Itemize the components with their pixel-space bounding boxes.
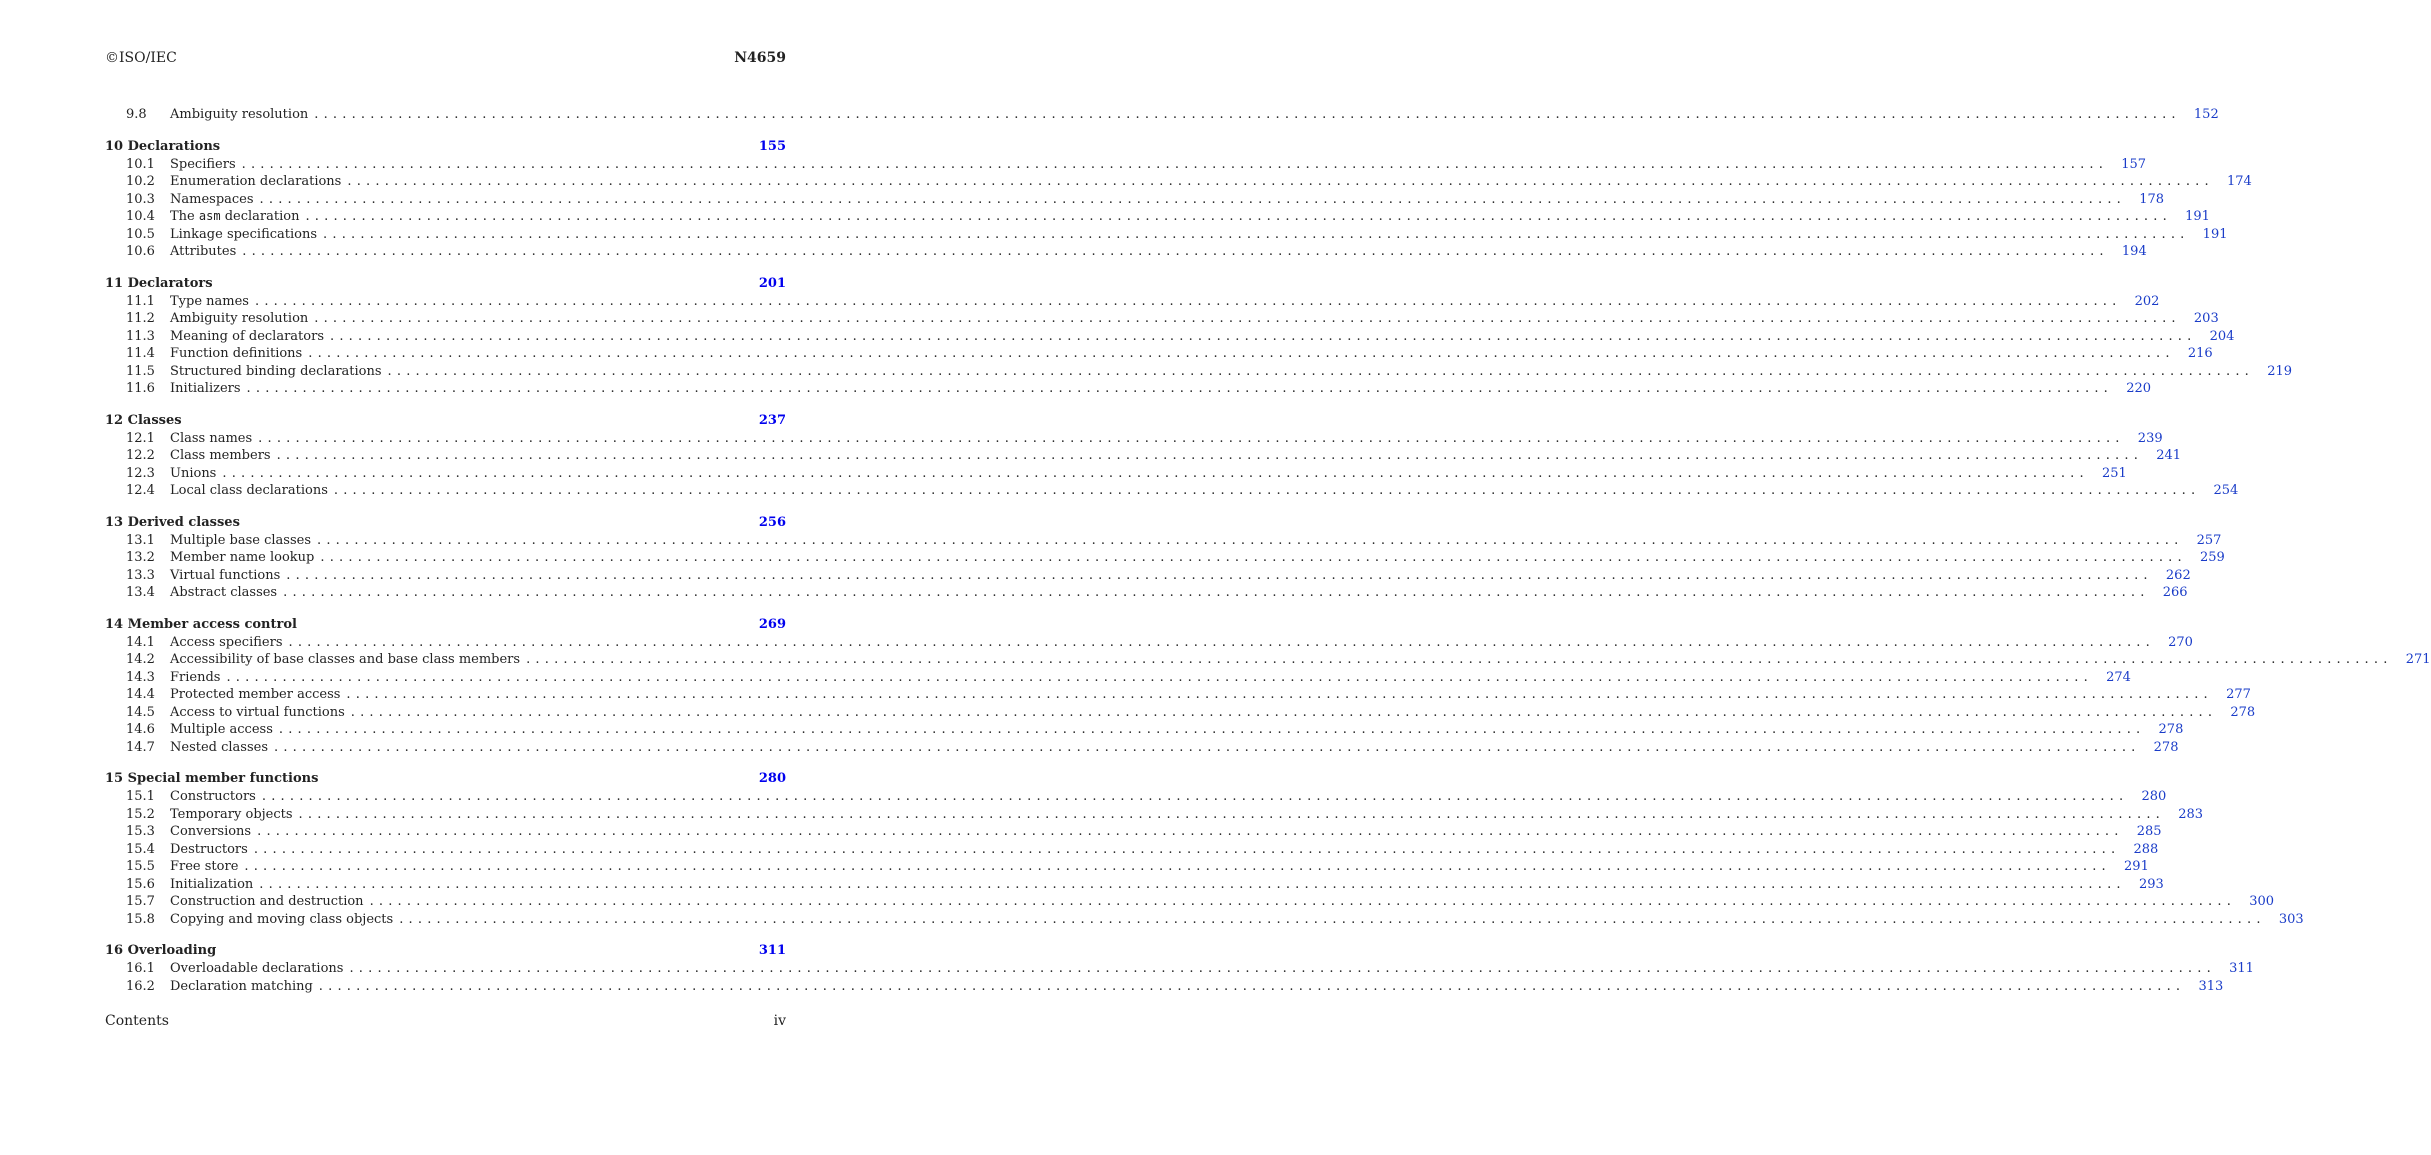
entry-label: Constructors xyxy=(170,788,262,806)
entry-label: Function definitions xyxy=(170,345,308,363)
toc-entry[interactable] xyxy=(105,669,2131,687)
entry-number: 11.6 xyxy=(126,381,155,396)
dot-leader: ........................................................................................................................................................................................................ xyxy=(333,483,2201,498)
toc-entry[interactable] xyxy=(105,841,2159,859)
toc-entry[interactable] xyxy=(105,739,2179,757)
chapter-page-link[interactable]: 201 xyxy=(758,275,786,291)
entry-label: Local class declarations xyxy=(170,482,334,500)
dot-leader: ........................................................................................................................................................................................................ xyxy=(283,585,2150,600)
toc-chapter-heading[interactable] xyxy=(105,616,786,634)
entry-number: 12.3 xyxy=(126,465,155,481)
toc-entry[interactable] xyxy=(105,721,2184,739)
chapter-page-link[interactable]: 311 xyxy=(758,943,786,958)
toc-chapter-heading[interactable] xyxy=(105,412,786,430)
entry-number: 9.8 xyxy=(126,107,147,122)
dot-leader: ........................................................................................................................................................................................................ xyxy=(320,550,2187,565)
entry-page-link[interactable]: 257 xyxy=(2196,532,2222,548)
entry-number: 11.5 xyxy=(126,363,155,379)
entry-page-link[interactable]: 178 xyxy=(2139,191,2165,207)
entry-number: 10.4 xyxy=(126,209,155,224)
entry-page-link[interactable]: 271 xyxy=(2405,652,2431,667)
dot-leader: ........................................................................................................................................................................................................ xyxy=(226,669,2093,685)
entry-page-link[interactable]: 194 xyxy=(2121,244,2147,259)
entry-page-link[interactable]: 266 xyxy=(2162,585,2188,600)
toc-entry[interactable] xyxy=(105,686,2251,704)
toc-entry[interactable] xyxy=(105,634,2193,652)
toc-entry[interactable] xyxy=(105,911,2304,929)
entry-label: Structured binding declarations xyxy=(170,363,388,381)
entry-page-link[interactable]: 280 xyxy=(2141,789,2167,804)
dot-leader: ........................................................................................................................................................................................................ xyxy=(369,894,2237,909)
toc-entry[interactable] xyxy=(105,310,2219,328)
entry-number: 16.1 xyxy=(126,961,155,976)
toc-entry[interactable] xyxy=(105,806,2204,824)
entry-label-text: The xyxy=(170,209,199,224)
entry-page-link[interactable]: 241 xyxy=(2156,448,2182,463)
dot-leader: ........................................................................................................................................................................................................ xyxy=(399,911,2266,927)
entry-number: 14.3 xyxy=(126,669,155,685)
toc-entry[interactable] xyxy=(105,704,2256,722)
toc-chapter-heading[interactable] xyxy=(105,514,786,532)
entry-page-link[interactable]: 303 xyxy=(2278,911,2304,927)
entry-label: Conversions xyxy=(170,823,257,841)
toc-entry[interactable] xyxy=(105,380,2152,398)
entry-label: Enumeration declarations xyxy=(170,173,347,191)
entry-page-link[interactable]: 251 xyxy=(2102,465,2127,481)
toc-entry[interactable] xyxy=(105,156,2147,174)
toc-entry[interactable] xyxy=(105,363,2293,381)
entry-number: 10.6 xyxy=(126,244,155,259)
entry-number: 14.5 xyxy=(126,704,155,720)
chapter-title: 10 Declarations xyxy=(105,138,221,154)
chapter-title: 15 Special member functions xyxy=(105,771,319,786)
toc-entry[interactable] xyxy=(105,293,2160,311)
dot-leader: ........................................................................................................................................................................................................ xyxy=(308,346,2175,361)
toc-entry[interactable] xyxy=(105,651,2431,669)
toc-entry[interactable] xyxy=(105,243,2147,261)
entry-number: 13.2 xyxy=(126,550,155,565)
entry-label: Class members xyxy=(170,447,277,465)
entry-page-link[interactable]: 157 xyxy=(2121,156,2147,172)
dot-leader: ........................................................................................................................................................................................................ xyxy=(298,806,2166,822)
dot-leader: ........................................................................................................................................................................................................ xyxy=(254,293,2122,309)
entry-number: 14.1 xyxy=(126,634,155,650)
toc-entry[interactable] xyxy=(105,960,2254,978)
entry-number: 12.1 xyxy=(126,430,155,446)
dot-leader: ........................................................................................................................................................................................................ xyxy=(288,634,2155,650)
toc-chapter-heading[interactable] xyxy=(105,275,786,293)
entry-page-link[interactable]: 191 xyxy=(2202,226,2228,242)
entry-number: 14.2 xyxy=(126,652,155,667)
entry-page-link[interactable]: 277 xyxy=(2226,687,2251,702)
entry-page-link[interactable]: 291 xyxy=(2124,859,2149,874)
dot-leader: ........................................................................................................................................................................................................ xyxy=(286,567,2153,583)
entry-page-link[interactable]: 254 xyxy=(2213,483,2239,498)
chapter-title: 14 Member access control xyxy=(105,616,297,632)
entry-label: Free store xyxy=(170,858,244,876)
chapter-page-link[interactable]: 280 xyxy=(758,771,786,786)
toc-entry[interactable] xyxy=(105,584,2188,602)
toc-entry[interactable] xyxy=(105,876,2164,894)
entry-number: 10.1 xyxy=(126,156,155,172)
entry-number: 12.2 xyxy=(126,448,155,463)
entry-label-code: asm xyxy=(198,209,221,223)
entry-label: Declaration matching xyxy=(170,978,319,996)
entry-number: 12.4 xyxy=(126,483,155,498)
entry-number: 15.7 xyxy=(126,894,155,909)
entry-number: 16.2 xyxy=(126,978,155,994)
dot-leader: ........................................................................................................................................................................................................ xyxy=(314,311,2181,326)
header-doc-number: N4659 xyxy=(734,50,786,66)
toc-chapter xyxy=(105,412,2239,500)
entry-page-link[interactable]: 174 xyxy=(2227,174,2252,189)
toc-entry[interactable] xyxy=(105,893,2275,911)
toc-entry[interactable] xyxy=(105,447,2182,465)
entry-label: Multiple base classes xyxy=(170,532,317,550)
chapter-page-link[interactable]: 256 xyxy=(758,514,786,530)
entry-number: 15.6 xyxy=(126,876,155,892)
entry-page-link[interactable]: 203 xyxy=(2193,311,2219,326)
dot-leader: ........................................................................................................................................................................................................ xyxy=(274,739,2141,755)
chapter-title: 12 Classes xyxy=(105,412,182,428)
entry-number: 15.2 xyxy=(126,806,155,822)
dot-leader: ........................................................................................................................................................................................................ xyxy=(526,652,2393,667)
entry-label: Linkage specifications xyxy=(170,226,323,244)
entry-number: 15.3 xyxy=(126,824,155,839)
entry-page-link[interactable]: 285 xyxy=(2136,824,2162,839)
entry-number: 13.4 xyxy=(126,585,155,600)
toc-entry[interactable] xyxy=(105,345,2213,363)
entry-label: Access to virtual functions xyxy=(170,704,351,722)
entry-number: 14.4 xyxy=(126,687,155,702)
dot-leader: ........................................................................................................................................................................................................ xyxy=(258,430,2125,446)
entry-page-link[interactable]: 274 xyxy=(2106,669,2131,685)
entry-page-link[interactable]: 293 xyxy=(2138,876,2164,892)
entry-page-link[interactable]: 220 xyxy=(2126,381,2152,396)
toc-entry[interactable] xyxy=(105,191,2165,209)
toc-chapter-heading[interactable] xyxy=(105,942,786,960)
toc-chapter xyxy=(105,770,2304,928)
toc-entry[interactable] xyxy=(105,823,2162,841)
entry-page-link[interactable]: 259 xyxy=(2200,550,2225,565)
entry-number: 11.3 xyxy=(126,328,155,344)
dot-leader: ........................................................................................................................................................................................................ xyxy=(261,789,2129,804)
toc-entry[interactable] xyxy=(105,208,2210,226)
toc-chapter xyxy=(105,942,2254,995)
entry-label: Overloadable declarations xyxy=(170,960,349,978)
toc-entry[interactable] xyxy=(105,226,2228,244)
entry-page-link[interactable]: 239 xyxy=(2137,430,2163,446)
toc-entry[interactable] xyxy=(105,106,2219,124)
dot-leader: ........................................................................................................................................................................................................ xyxy=(349,961,2216,976)
entry-number: 15.8 xyxy=(126,911,155,927)
toc-entry[interactable] xyxy=(105,465,2127,483)
entry-number: 11.2 xyxy=(126,311,155,326)
dot-leader: ........................................................................................................................................................................................................ xyxy=(244,859,2111,874)
entry-page-link[interactable]: 152 xyxy=(2193,107,2219,122)
chapter-page-link[interactable]: 269 xyxy=(758,616,786,632)
toc-entry[interactable] xyxy=(105,978,2224,996)
entry-label: Initialization xyxy=(170,876,259,894)
entry-label: Protected member access xyxy=(170,686,346,704)
entry-label: Destructors xyxy=(170,841,254,859)
entry-page-link[interactable]: 262 xyxy=(2165,567,2191,583)
toc-chapter-heading[interactable] xyxy=(105,138,786,156)
entry-label: Ambiguity resolution xyxy=(170,106,314,124)
entry-page-link[interactable]: 300 xyxy=(2249,894,2275,909)
toc-chapter-heading[interactable] xyxy=(105,770,786,788)
chapter-page-link[interactable]: 237 xyxy=(758,412,786,428)
toc-chapter xyxy=(105,106,2219,124)
entry-number: 10.5 xyxy=(126,226,155,242)
entry-page-link[interactable]: 278 xyxy=(2153,739,2179,755)
dot-leader: ........................................................................................................................................................................................................ xyxy=(222,465,2089,481)
entry-label: Class names xyxy=(170,430,258,448)
entry-number: 14.6 xyxy=(126,722,155,737)
entry-label xyxy=(170,208,305,226)
entry-label: Type names xyxy=(170,293,255,311)
toc-entry[interactable] xyxy=(105,173,2252,191)
entry-label: Initializers xyxy=(170,380,247,398)
toc-entry[interactable] xyxy=(105,788,2167,806)
chapter-page-link[interactable]: 155 xyxy=(758,138,786,154)
entry-number: 13.3 xyxy=(126,567,155,583)
dot-leader: ........................................................................................................................................................................................................ xyxy=(347,174,2214,189)
dot-leader: ........................................................................................................................................................................................................ xyxy=(346,687,2213,702)
toc-entry[interactable] xyxy=(105,532,2222,550)
entry-label: Nested classes xyxy=(170,739,274,757)
dot-leader: ........................................................................................................................................................................................................ xyxy=(323,226,2190,242)
entry-number: 15.4 xyxy=(126,841,155,857)
entry-number: 11.1 xyxy=(126,293,155,309)
entry-number: 15.1 xyxy=(126,789,155,804)
dot-leader: ........................................................................................................................................................................................................ xyxy=(387,363,2255,379)
dot-leader: ........................................................................................................................................................................................................ xyxy=(242,244,2109,259)
dot-leader: ........................................................................................................................................................................................................ xyxy=(317,532,2184,548)
entry-label: Attributes xyxy=(170,243,242,261)
dot-leader: ........................................................................................................................................................................................................ xyxy=(330,328,2197,344)
dot-leader: ........................................................................................................................................................................................................ xyxy=(276,448,2144,463)
entry-page-link[interactable]: 313 xyxy=(2198,978,2224,994)
entry-page-link[interactable]: 311 xyxy=(2229,961,2254,976)
entry-label: Namespaces xyxy=(170,191,260,209)
entry-page-link[interactable]: 219 xyxy=(2267,363,2293,379)
entry-label: Member name lookup xyxy=(170,549,320,567)
entry-label: Ambiguity resolution xyxy=(170,310,314,328)
entry-number: 14.7 xyxy=(126,739,155,755)
dot-leader: ........................................................................................................................................................................................................ xyxy=(318,978,2186,994)
entry-label: Unions xyxy=(170,465,222,483)
entry-page-link[interactable]: 283 xyxy=(2178,806,2204,822)
header-copyright: ©ISO/IEC xyxy=(105,50,177,66)
toc-chapter xyxy=(105,138,2252,261)
toc-entry[interactable] xyxy=(105,328,2235,346)
entry-number: 10.3 xyxy=(126,191,155,207)
entry-label: Accessibility of base classes and base class members xyxy=(170,651,526,669)
toc-entry[interactable] xyxy=(105,549,2225,567)
footer-section-name: Contents xyxy=(105,1013,169,1029)
chapter-title: 11 Declarators xyxy=(105,275,213,291)
entry-number: 11.4 xyxy=(126,346,155,361)
entry-label: Multiple access xyxy=(170,721,279,739)
entry-page-link[interactable]: 278 xyxy=(2230,704,2256,720)
entry-page-link[interactable]: 278 xyxy=(2158,722,2184,737)
entry-number: 10.2 xyxy=(126,174,155,189)
entry-page-link[interactable]: 202 xyxy=(2134,293,2160,309)
dot-leader: ........................................................................................................................................................................................................ xyxy=(257,824,2124,839)
dot-leader: ........................................................................................................................................................................................................ xyxy=(305,209,2172,224)
dot-leader: ........................................................................................................................................................................................................ xyxy=(259,191,2127,207)
toc-chapter xyxy=(105,275,2293,398)
entry-label: Abstract classes xyxy=(170,584,283,602)
entry-label: Friends xyxy=(170,669,226,687)
entry-label-text: declaration xyxy=(220,209,300,224)
dot-leader: ........................................................................................................................................................................................................ xyxy=(350,704,2218,720)
entry-label: Access specifiers xyxy=(170,634,289,652)
entry-label: Temporary objects xyxy=(170,806,299,824)
toc-entry[interactable] xyxy=(105,567,2191,585)
entry-label: Meaning of declarators xyxy=(170,328,330,346)
chapter-title: 16 Overloading xyxy=(105,943,217,958)
chapter-title: 13 Derived classes xyxy=(105,514,240,530)
toc-chapter xyxy=(105,616,2431,757)
entry-page-link[interactable]: 204 xyxy=(2209,328,2235,344)
dot-leader: ........................................................................................................................................................................................................ xyxy=(314,107,2181,122)
entry-page-link[interactable]: 288 xyxy=(2133,841,2159,857)
entry-label: Specifiers xyxy=(170,156,242,174)
entry-number: 13.1 xyxy=(126,532,155,548)
dot-leader: ........................................................................................................................................................................................................ xyxy=(259,876,2126,892)
entry-number: 15.5 xyxy=(126,859,155,874)
entry-label: Virtual functions xyxy=(170,567,286,585)
footer-page-number: iv xyxy=(773,1013,786,1029)
entry-page-link[interactable]: 191 xyxy=(2185,209,2210,224)
toc-chapter xyxy=(105,514,2225,602)
dot-leader: ........................................................................................................................................................................................................ xyxy=(253,841,2121,857)
dot-leader: ........................................................................................................................................................................................................ xyxy=(241,156,2109,172)
toc-entry[interactable] xyxy=(105,430,2163,448)
dot-leader: ........................................................................................................................................................................................................ xyxy=(246,381,2114,396)
entry-label: Copying and moving class objects xyxy=(170,911,399,929)
entry-page-link[interactable]: 270 xyxy=(2168,634,2193,650)
toc-entry[interactable] xyxy=(105,482,2239,500)
table-of-contents xyxy=(105,106,2431,995)
entry-label: Construction and destruction xyxy=(170,893,370,911)
entry-page-link[interactable]: 216 xyxy=(2187,346,2213,361)
dot-leader: ........................................................................................................................................................................................................ xyxy=(278,722,2146,737)
toc-entry[interactable] xyxy=(105,858,2149,876)
